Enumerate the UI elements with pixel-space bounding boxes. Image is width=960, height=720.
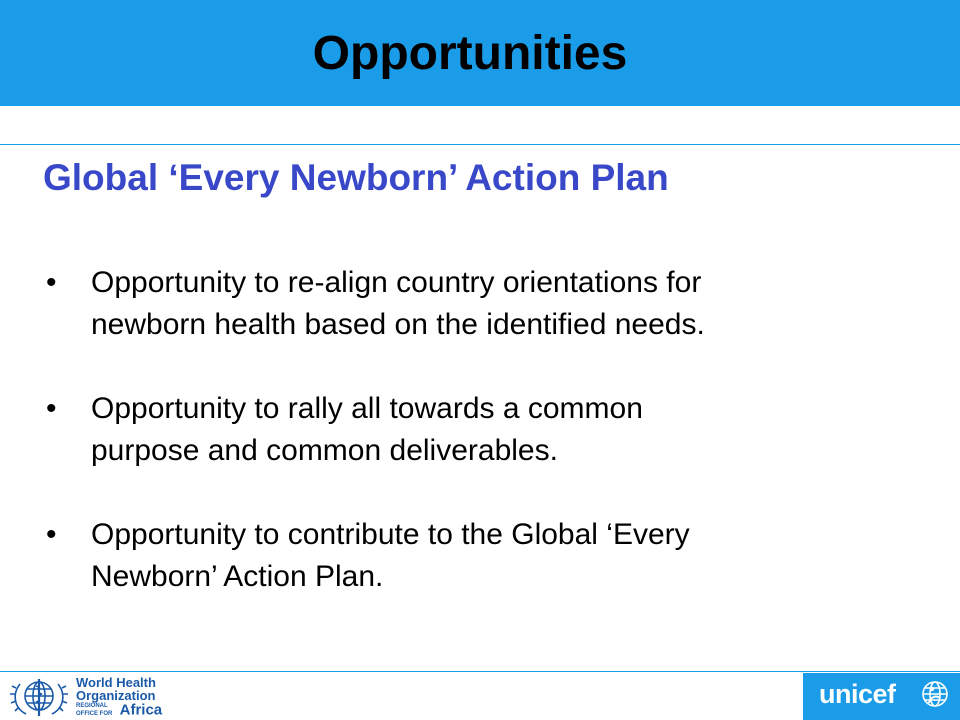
bullet-text-line: Newborn’ Action Plan. — [91, 560, 384, 593]
unicef-emblem-icon — [920, 679, 950, 709]
bullet-list — [0, 262, 960, 640]
bullet-dot: • — [46, 266, 57, 299]
bullet-text-line: newborn health based on the identified needs. — [91, 308, 705, 341]
bullet-text-line: purpose and common deliverables. — [91, 434, 558, 467]
top-divider — [0, 144, 960, 145]
who-logo — [6, 674, 186, 720]
who-name-line1: World Health — [76, 675, 156, 690]
bullet-dot: • — [46, 518, 57, 551]
who-emblem-icon — [6, 674, 72, 720]
bullet-dot: • — [46, 392, 57, 425]
slide-subtitle: Global ‘Every Newborn’ Action Plan — [43, 157, 669, 198]
bullet-text-line: Opportunity to contribute to the Global ‘Every — [91, 518, 690, 551]
who-region-name: Africa — [119, 701, 163, 719]
unicef-logo — [803, 673, 960, 720]
bullet-text-line: Opportunity to re-align country orientations for — [91, 266, 702, 299]
who-region-label: REGIONAL OFFICE FOR — [76, 703, 113, 717]
slide-title: Opportunities — [312, 27, 628, 80]
title-bar — [0, 0, 960, 106]
bullet-item — [0, 262, 960, 346]
bottom-divider — [0, 671, 960, 672]
bullet-item — [0, 388, 960, 472]
bullet-text-line: Opportunity to rally all towards a common — [91, 392, 643, 425]
bullet-item — [0, 514, 960, 598]
who-name-line2: Organization — [76, 688, 156, 703]
unicef-wordmark: unicef — [819, 679, 896, 709]
who-wordmark — [76, 676, 162, 718]
